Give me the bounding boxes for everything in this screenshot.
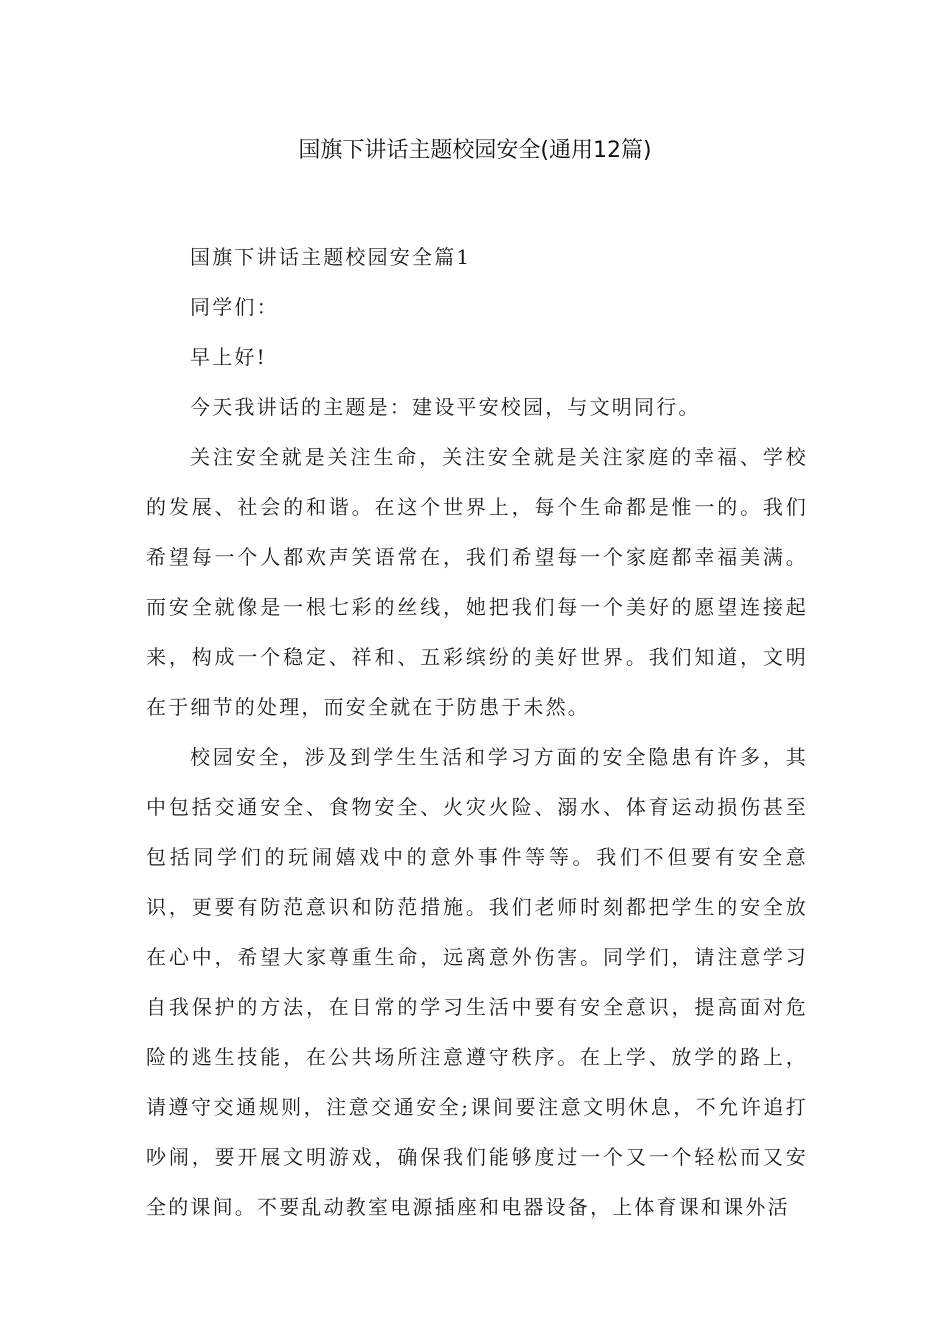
document-body [146, 232, 808, 1232]
section-heading: 国旗下讲话主题校园安全篇1 [190, 245, 472, 269]
body-paragraph: 关注安全就是关注生命，关注安全就是关注家庭的幸福、学校的发展、社会的和谐。在这个世界上，每个生命都是惟一的。我们希望每一个人都欢声笑语常在，我们希望每一个家庭都幸福美满。而安全就像是一根七彩的丝线，她把我们每一个美好的愿望连接起来，构成一个稳定、祥和、五彩缤纷的美好世界。我们知道，文明在于细节的处理，而安全就在于防患于未然。 [146, 445, 808, 719]
document-title: 国旗下讲话主题校园安全(通用12篇) [298, 138, 652, 163]
topic-statement: 今天我讲话的主题是：建设平安校园，与文明同行。 [190, 395, 701, 419]
body-paragraph: 校园安全，涉及到学生生活和学习方面的安全隐患有许多，其中包括交通安全、食物安全、火灾火险、溺水、体育运动损伤甚至包括同学们的玩闹嬉戏中的意外事件等等。我们不但要有安全意识，更要有防范意识和防范措施。我们老师时刻都把学生的安全放在心中，希望大家尊重生命，远离意外伤害。同学们，请注意学习自我保护的方法，在日常的学习生活中要有安全意识，提高面对危险的逃生技能，在公共场所注意遵守秩序。在上学、放学的路上，请遵守交通规则，注意交通安全;课间要注意文明休息，不允许追打吵闹，要开展文明游戏，确保我们能够度过一个又一个轻松而又安全的课间。不要乱动教室电源插座和电器设备，上体育课和课外活 [146, 745, 808, 1219]
salutation: 同学们： [190, 295, 279, 319]
greeting: 早上好! [190, 345, 267, 369]
